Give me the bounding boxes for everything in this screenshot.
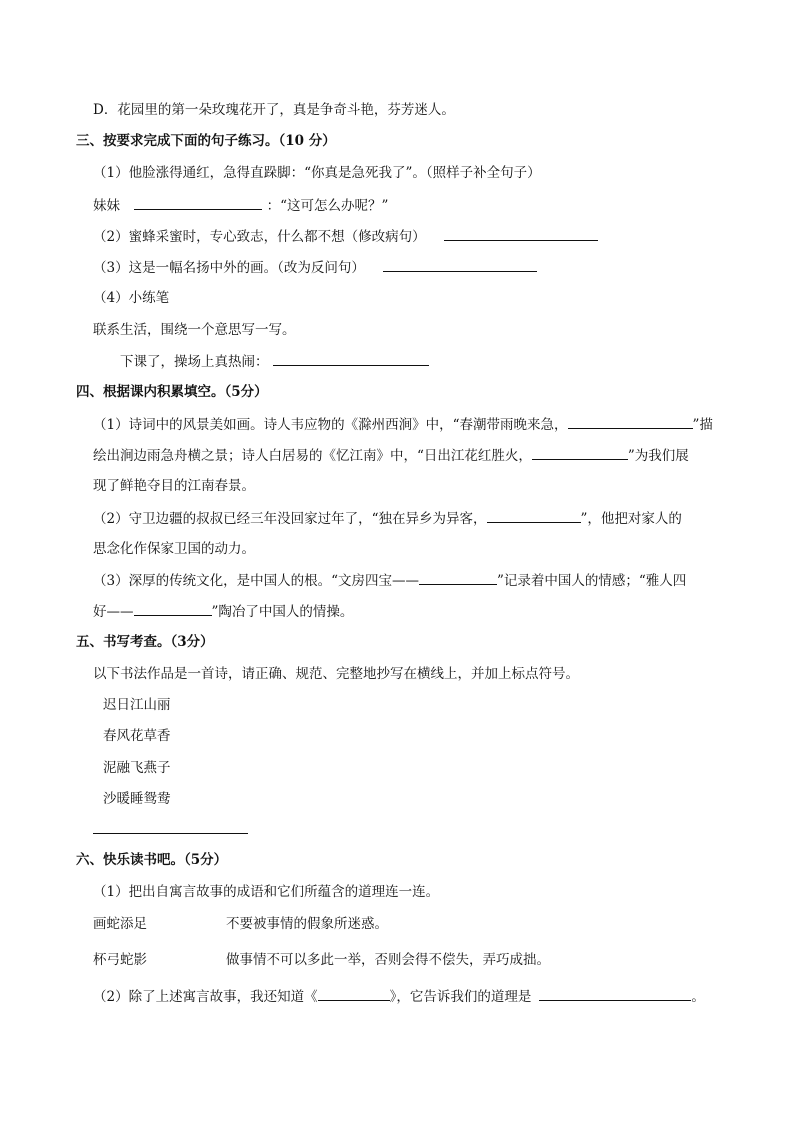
idiom-item: 杯弓蛇影 bbox=[93, 952, 147, 968]
s4-p2-blank[interactable] bbox=[487, 508, 581, 523]
section-4-title: 四、根据课内积累填空。（5分） bbox=[76, 384, 268, 400]
s4-p2-text1: （2）守卫边疆的叔叔已经三年没回家过年了，“独在异乡为异客， bbox=[93, 511, 487, 527]
s3-q4-prompt: 下课了，操场上真热闹： bbox=[120, 354, 269, 370]
s4-p1-text2: ”描 bbox=[692, 417, 713, 433]
s3-q4-instruction: 联系生活，围绕一个意思写一写。 bbox=[93, 322, 296, 338]
s3-q2-blank[interactable] bbox=[444, 226, 598, 241]
s3-q4-prompt-line bbox=[120, 351, 429, 372]
s4-p1-text3: 绘出涧边雨急舟横之景；诗人白居易的《忆江南》中，“日出江花红胜火， bbox=[93, 448, 532, 464]
s4-p1-text4: ”为我们展 bbox=[627, 448, 689, 464]
s3-q2-line bbox=[93, 226, 598, 247]
s4-p2-line1 bbox=[93, 508, 682, 529]
s4-p3-line2 bbox=[93, 601, 353, 622]
s3-q1: （1）他脸涨得通红，急得直跺脚：“你真是急死我了”。（照样子补全句子） bbox=[93, 165, 541, 181]
s6-q2-blank1[interactable] bbox=[318, 986, 390, 1001]
s3-q4: （4）小练笔 bbox=[93, 290, 170, 306]
s3-q1-prefix: 妹妹 bbox=[93, 198, 120, 214]
moral-item: 不要被事情的假象所迷惑。 bbox=[226, 916, 388, 932]
poem-line: 春风花草香 bbox=[103, 728, 171, 744]
s4-p1-blank2[interactable] bbox=[532, 445, 628, 460]
section-3-title: 三、按要求完成下面的句子练习。（10 分） bbox=[76, 133, 336, 149]
s4-p3-text3: 好—— bbox=[93, 604, 134, 620]
s6-q1: （1）把出自寓言故事的成语和它们所蕴含的道理连一连。 bbox=[93, 884, 440, 900]
s3-q3-blank[interactable] bbox=[383, 257, 537, 272]
s3-q4-blank[interactable] bbox=[273, 351, 429, 366]
poem-line: 沙暖睡鸳鸯 bbox=[103, 791, 171, 807]
s3-q1-answer-line bbox=[93, 195, 388, 216]
s6-q2-blank2[interactable] bbox=[539, 986, 691, 1001]
s3-q3: （3）这是一幅名扬中外的画。（改为反问句） bbox=[93, 260, 365, 276]
s4-p2-text2: ”，他把对家人的 bbox=[580, 511, 682, 527]
section-5-title: 五、书写考查。（3分） bbox=[76, 634, 214, 650]
idiom-item: 画蛇添足 bbox=[93, 916, 147, 932]
moral-item: 做事情不可以多此一举，否则会得不偿失，弄巧成拙。 bbox=[226, 952, 550, 968]
poem-line: 泥融飞燕子 bbox=[103, 760, 171, 776]
s4-p3-text4: ”陶冶了中国人的情操。 bbox=[211, 604, 354, 620]
s4-p1-text1: （1）诗词中的风景美如画。诗人韦应物的《滁州西涧》中，“春潮带雨晚来急， bbox=[93, 417, 568, 433]
poem-line: 迟日江山丽 bbox=[103, 697, 171, 713]
s3-q1-blank[interactable] bbox=[134, 195, 262, 210]
s5-answer-line[interactable] bbox=[93, 833, 248, 834]
s6-q2-line bbox=[93, 986, 705, 1007]
s6-q2-text2: 》，它告诉我们的道理是 bbox=[389, 989, 532, 1005]
s4-p3-blank1[interactable] bbox=[419, 570, 497, 585]
section-6-title: 六、快乐读书吧。（5分） bbox=[76, 852, 228, 868]
s4-p3-blank2[interactable] bbox=[134, 601, 212, 616]
s4-p1-line3: 现了鲜艳夺目的江南春景。 bbox=[93, 478, 255, 494]
s3-q2: （2）蜜蜂采蜜时，专心致志，什么都不想（修改病句） bbox=[93, 229, 426, 245]
option-d: D．花园里的第一朵玫瑰花开了，真是争奇斗艳，芬芳迷人。 bbox=[93, 102, 455, 118]
s4-p1-line1 bbox=[93, 414, 713, 435]
s4-p1-line2 bbox=[93, 445, 689, 466]
s4-p3-text1: （3）深厚的传统文化，是中国人的根。“文房四宝—— bbox=[93, 573, 419, 589]
s4-p2-line2: 思念化作保家卫国的动力。 bbox=[93, 541, 255, 557]
s4-p3-text2: ”记录着中国人的情感；“雅人四 bbox=[497, 573, 687, 589]
s4-p3-line1 bbox=[93, 570, 686, 591]
s5-instruction: 以下书法作品是一首诗，请正确、规范、完整地抄写在横线上，并加上标点符号。 bbox=[93, 666, 579, 682]
s6-q2-text3: 。 bbox=[691, 989, 705, 1005]
s3-q3-line bbox=[93, 257, 537, 278]
s4-p1-blank1[interactable] bbox=[568, 414, 693, 429]
s6-q2-text1: （2）除了上述寓言故事，我还知道《 bbox=[93, 989, 318, 1005]
s3-q1-suffix: ：“这可怎么办呢？” bbox=[266, 198, 389, 214]
